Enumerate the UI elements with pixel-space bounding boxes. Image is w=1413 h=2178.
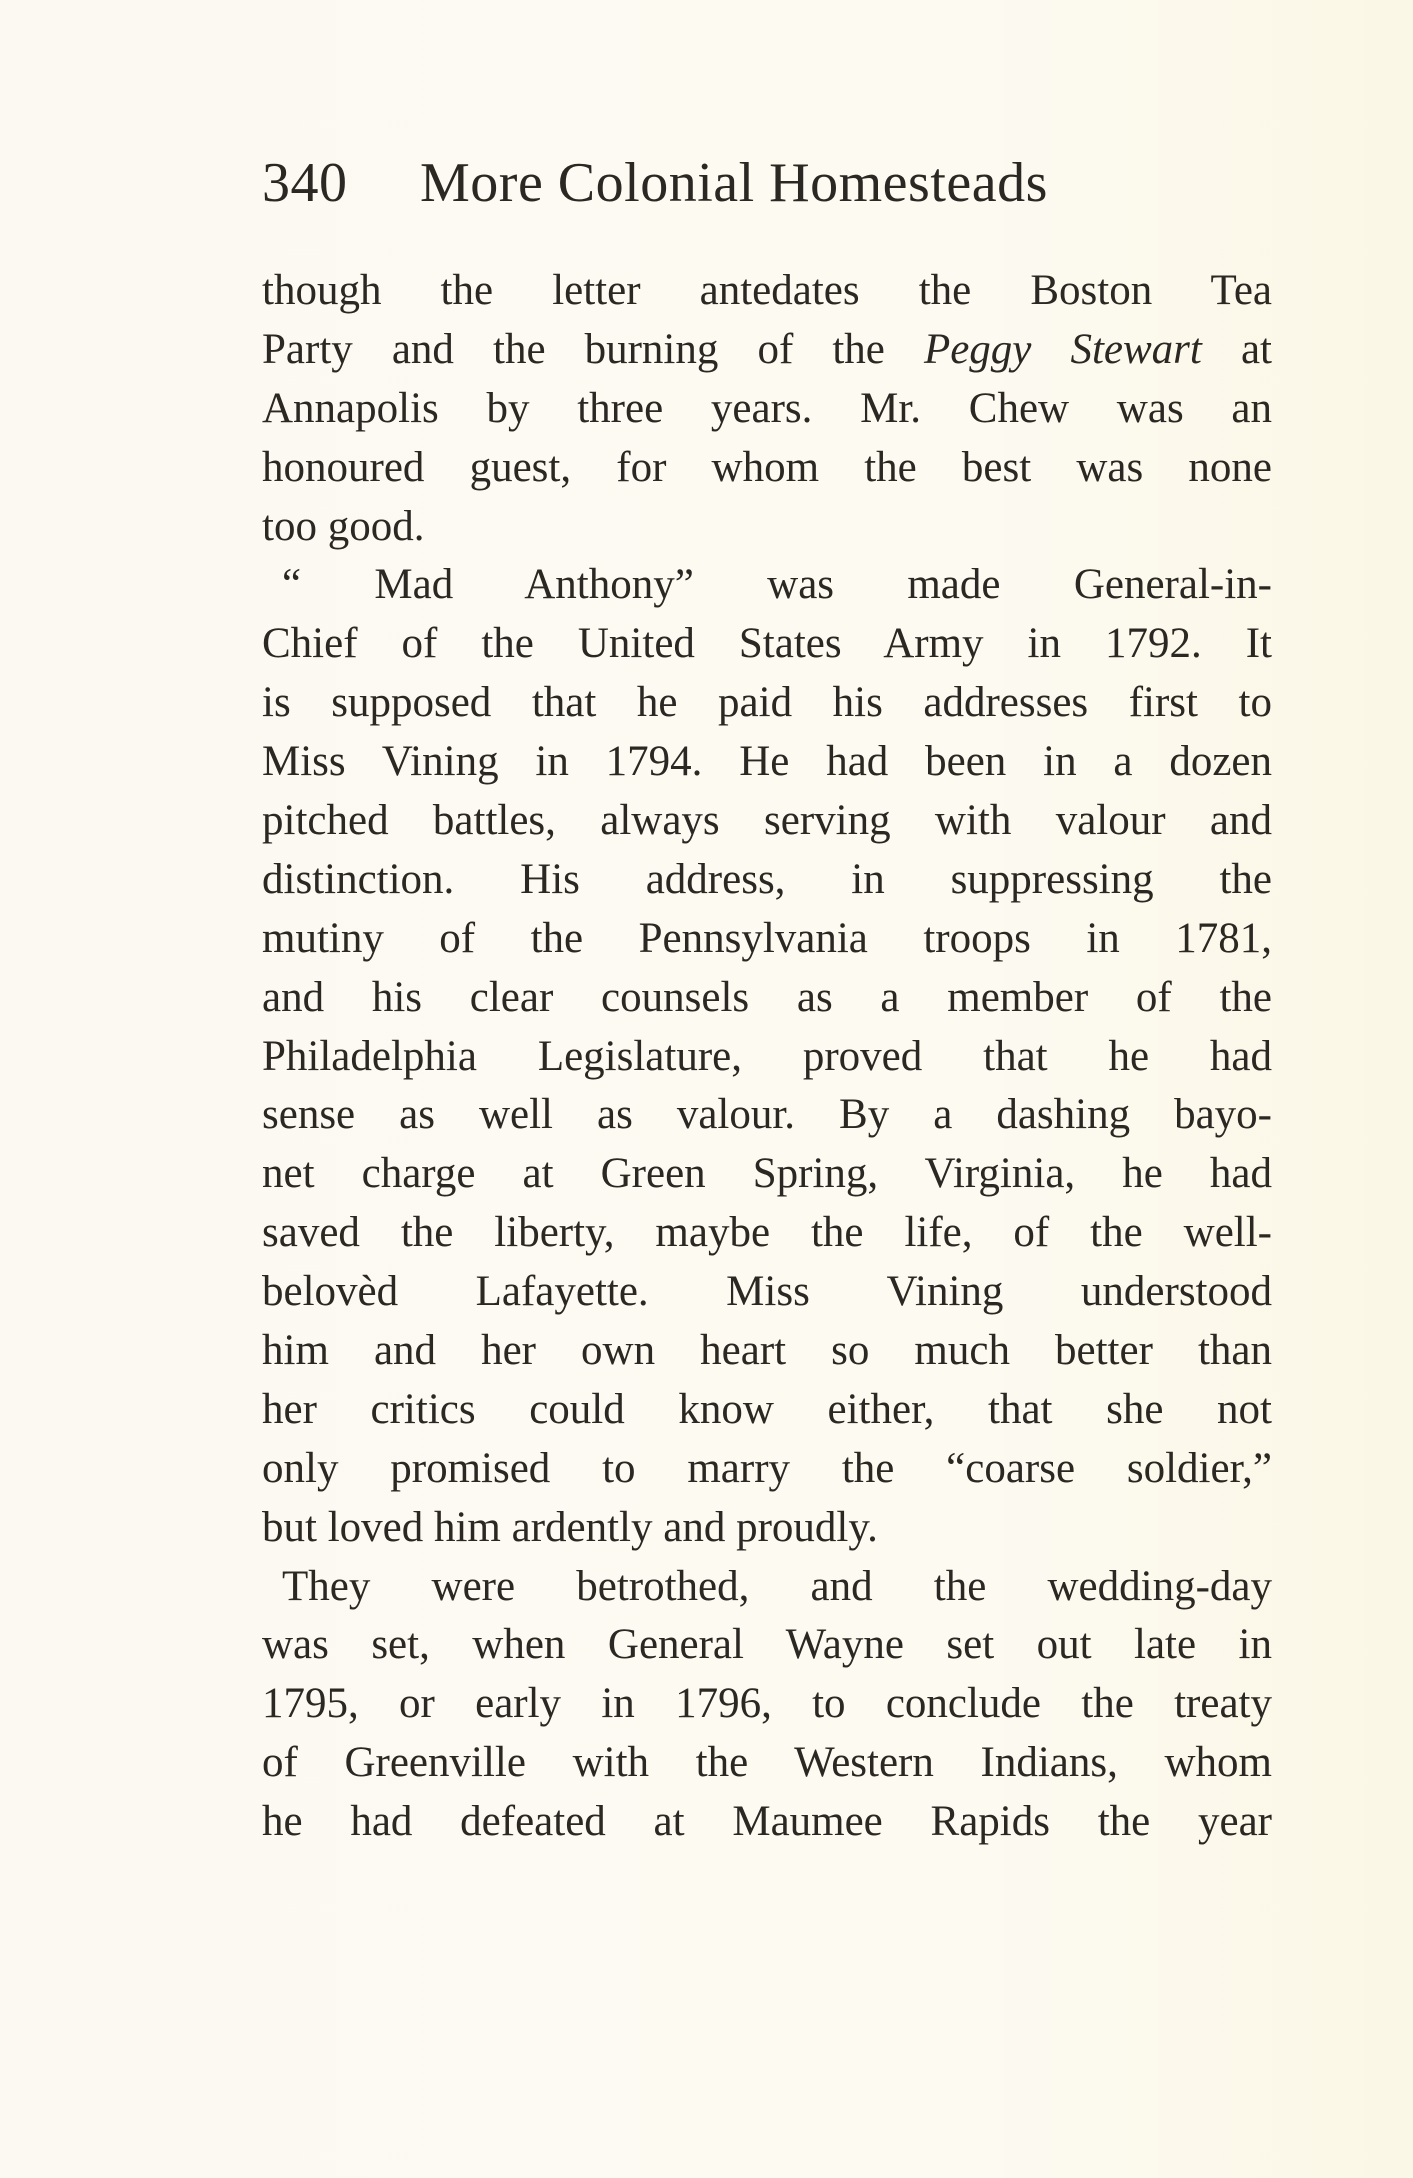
text-line: saved the liberty, maybe the life, of the well- xyxy=(262,1209,1272,1257)
text-line: and his clear counsels as a member of the xyxy=(262,973,1272,1021)
text-line: but loved him ardently and proudly. xyxy=(262,1503,878,1551)
text-segment: Party and the burning of the xyxy=(262,325,885,373)
text-line: he had defeated at Maumee Rapids the year xyxy=(262,1798,1272,1846)
page-number: 340 xyxy=(262,152,348,214)
text-line: him and her own heart so much better than xyxy=(262,1327,1272,1375)
running-head xyxy=(262,148,1048,218)
text-line: Philadelphia Legislature, proved that he had xyxy=(262,1032,1272,1080)
text-line: sense as well as valour. By a dashing bayo- xyxy=(262,1091,1272,1139)
text-line: Miss Vining in 1794. He had been in a dozen xyxy=(262,738,1272,786)
text-line: net charge at Green Spring, Virginia, he had xyxy=(262,1150,1272,1198)
text-line: Chief of the United States Army in 1792. It xyxy=(262,620,1272,668)
text-line: 1795, or early in 1796, to conclude the treaty xyxy=(262,1680,1272,1728)
text-line: belovèd Lafayette. Miss Vining understood xyxy=(262,1268,1272,1316)
text-line: honoured guest, for whom the best was none xyxy=(262,443,1272,491)
text-line: pitched battles, always serving with valour and xyxy=(262,797,1272,845)
text-line: of Greenville with the Western Indians, whom xyxy=(262,1739,1272,1787)
body-text xyxy=(262,262,1272,1852)
text-line: is supposed that he paid his addresses first to xyxy=(262,679,1272,727)
text-line: though the letter antedates the Boston Tea xyxy=(262,267,1272,314)
text-line xyxy=(262,321,1272,380)
running-title: More Colonial Homesteads xyxy=(420,152,1048,214)
paragraph-start-line: They were betrothed, and the wedding-day xyxy=(282,1562,1272,1610)
text-line: distinction. His address, in suppressing the xyxy=(262,855,1272,903)
paragraph-start-line: “ Mad Anthony” was made General-in- xyxy=(282,561,1272,609)
text-line: only promised to marry the “coarse soldier,” xyxy=(262,1444,1272,1492)
text-line: Annapolis by three years. Mr. Chew was an xyxy=(262,384,1272,432)
ship-name: Peggy Stewart xyxy=(923,325,1202,373)
text-segment: at xyxy=(1240,325,1272,373)
text-line: was set, when General Wayne set out late in xyxy=(262,1621,1272,1669)
text-line: her critics could know either, that she not xyxy=(262,1385,1272,1433)
text-line: mutiny of the Pennsylvania troops in 1781, xyxy=(262,914,1272,962)
text-line: too good. xyxy=(262,502,425,550)
